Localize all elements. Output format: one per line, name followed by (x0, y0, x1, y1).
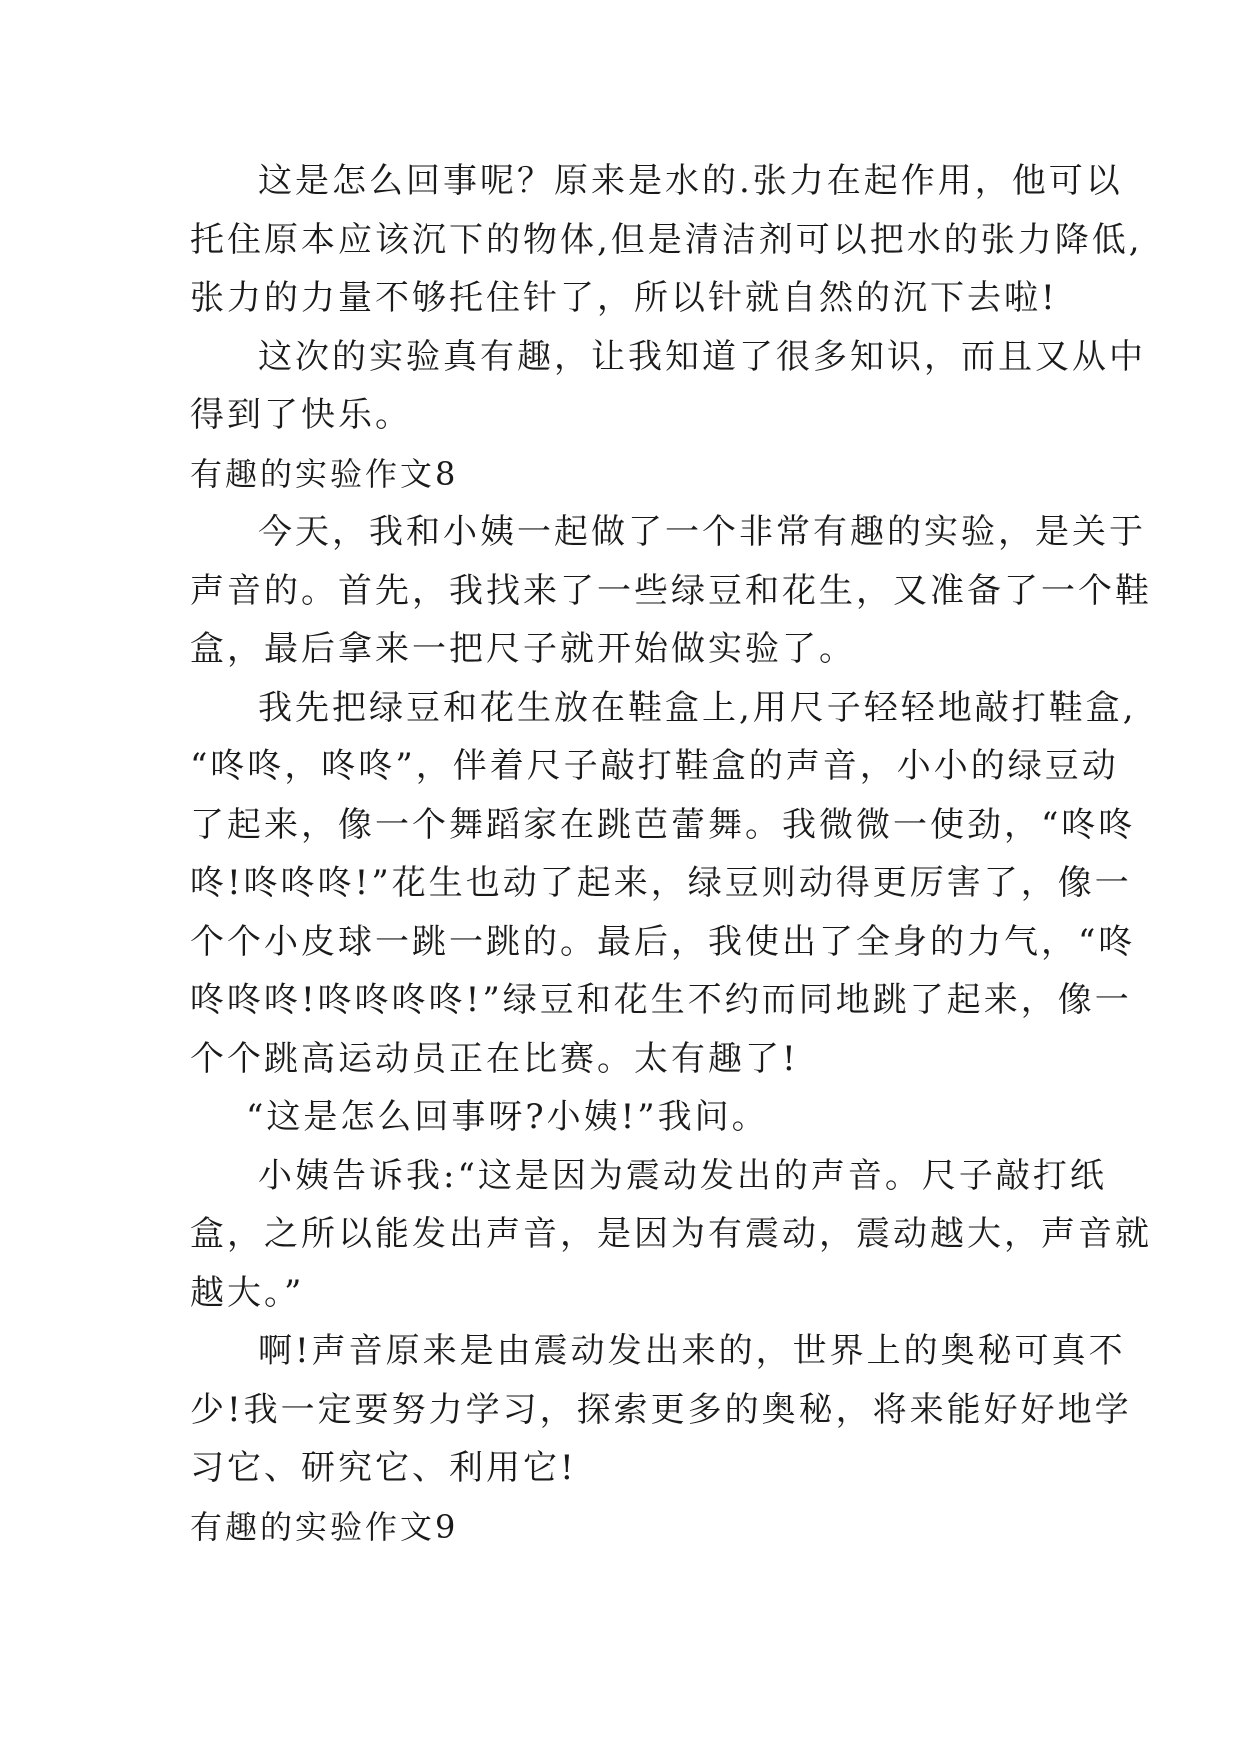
text-line: 盒，之所以能发出声音，是因为有震动，震动越大，声音就 (190, 1214, 1152, 1254)
paragraph-intro (190, 503, 1152, 679)
text-line: 个个小皮球一跳一跳的。最后，我使出了全身的力气，“咚 (190, 921, 1136, 962)
text-line: 了起来，像一个舞蹈家在跳芭蕾舞。我微微一使劲，“咚咚 (190, 804, 1136, 845)
paragraph-question (190, 1088, 1110, 1147)
text-line: 咚!咚咚咚!”花生也动了起来，绿豆则动得更厉害了，像一 (190, 863, 1132, 903)
text-line: 这次的实验真有趣，让我知道了很多知识，而且又从中 (258, 336, 1146, 377)
text-line: 越大。” (190, 1272, 305, 1313)
text-line: 小姨告诉我:“这是因为震动发出的声音。尺子敲打纸 (258, 1155, 1107, 1196)
essay-heading-9: 有趣的实验作文9 (190, 1507, 459, 1546)
text-line: 声音的。首先，我找来了一些绿豆和花生，又准备了一个鞋 (190, 570, 1152, 611)
text-line: 少!我一定要努力学习，探索更多的奥秘，将来能好好地学 (190, 1389, 1132, 1430)
text-line: 今天，我和小姨一起做了一个非常有趣的实验，是关于 (258, 512, 1146, 552)
text-line: “这是怎么回事呀?小姨!”我问。 (246, 1097, 769, 1137)
text-line: 我先把绿豆和花生放在鞋盒上,用尺子轻轻地敲打鞋盒, (258, 687, 1137, 728)
text-line: “咚咚，咚咚”，伴着尺子敲打鞋盒的声音，小小的绿豆动 (190, 746, 1119, 786)
paragraph-surface-tension (190, 152, 1143, 328)
text-line: 张力的力量不够托住针了，所以针就自然的沉下去啦! (190, 278, 1058, 318)
text-line: 托住原本应该沉下的物体,但是清洁剂可以把水的张力降低, (190, 219, 1143, 260)
paragraph-conclusion (190, 328, 1146, 445)
paragraph-reflection (190, 1322, 1132, 1498)
text-line: 习它、研究它、利用它! (190, 1448, 577, 1488)
text-line: 咚咚咚!咚咚咚咚!”绿豆和花生不约而同地跳了起来，像一 (190, 980, 1132, 1020)
paragraph-experiment (190, 679, 1137, 1089)
text-line: 得到了快乐。 (190, 395, 412, 435)
essay-heading-8: 有趣的实验作文8 (190, 454, 459, 493)
text-line: 盒，最后拿来一把尺子就开始做实验了。 (190, 629, 856, 669)
text-line: 这是怎么回事呢？原来是水的.张力在起作用，他可以 (258, 161, 1123, 201)
paragraph-explanation (190, 1147, 1152, 1323)
document-body (190, 152, 1152, 1556)
text-line: 啊!声音原来是由震动发出来的，世界上的奥秘可真不 (258, 1331, 1126, 1371)
text-line: 个个跳高运动员正在比赛。太有趣了! (190, 1038, 799, 1079)
